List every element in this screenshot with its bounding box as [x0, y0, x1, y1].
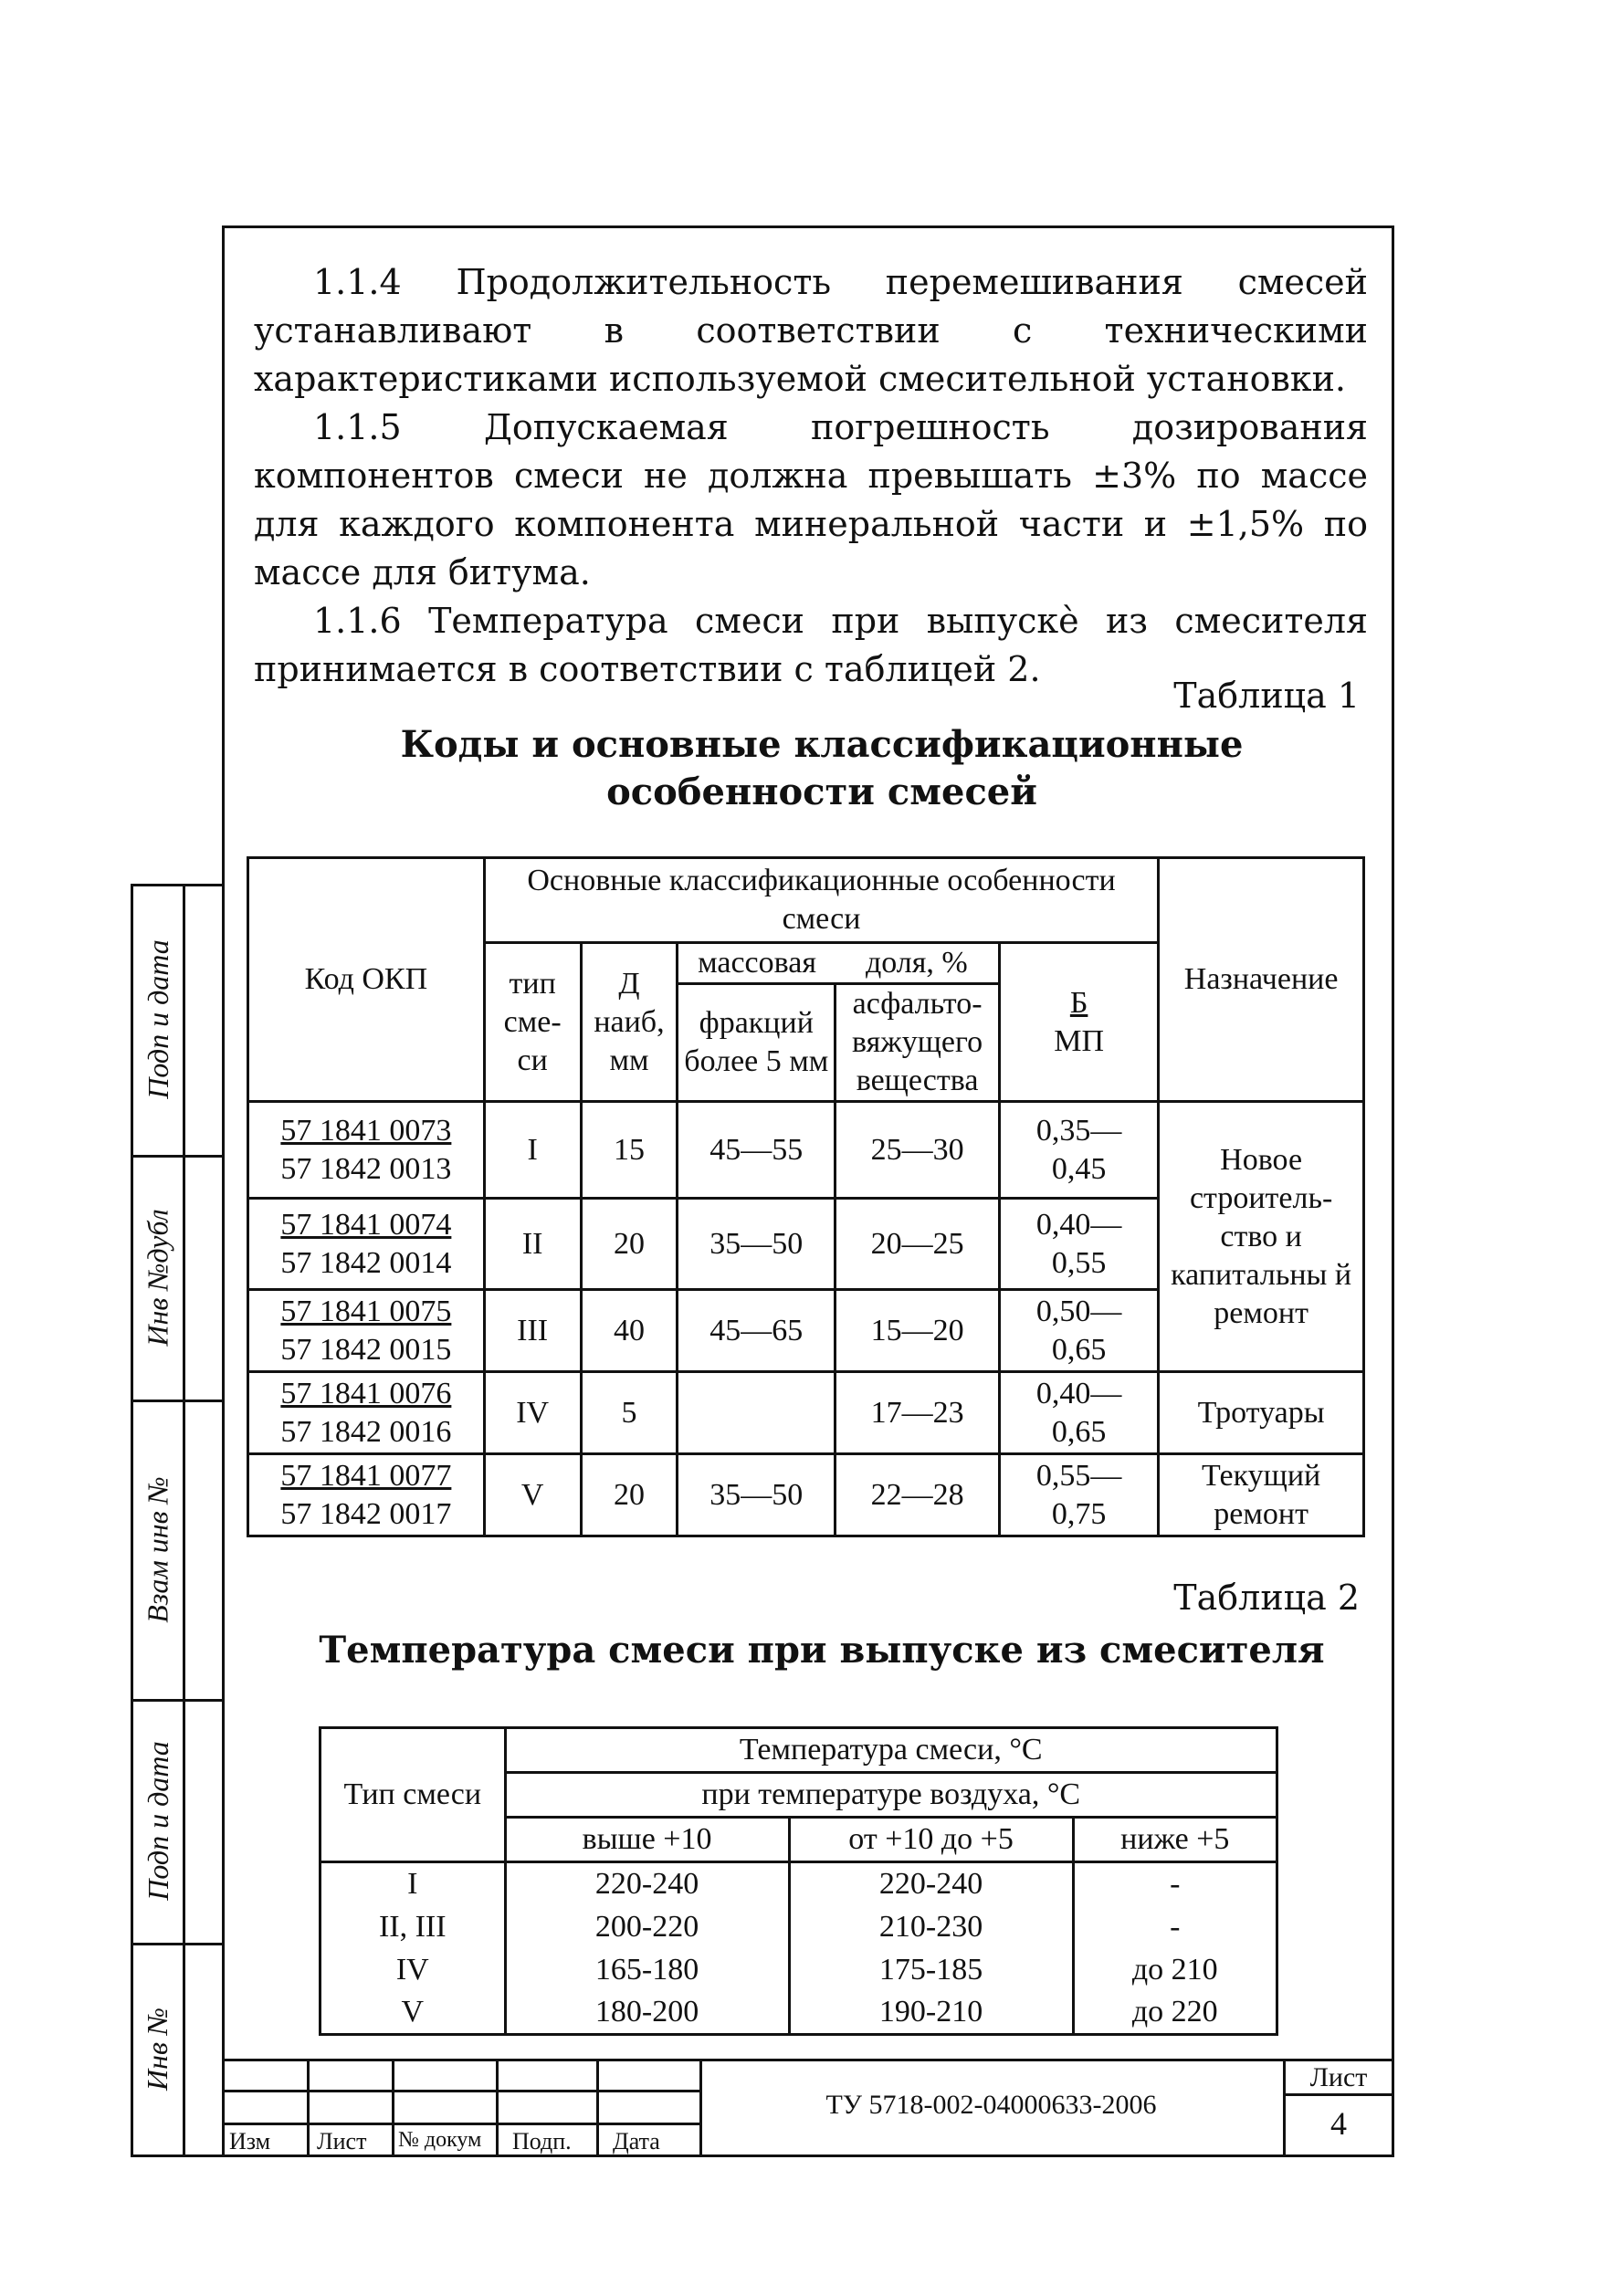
b-value: 0,75	[1051, 1496, 1107, 1531]
stamp-col-doc: № докум	[398, 2128, 482, 2152]
d-cell: 40	[581, 1290, 678, 1372]
header-b-top: Б	[1069, 985, 1088, 1020]
mid-cell: 220-240	[789, 1862, 1073, 1906]
table-row	[321, 1862, 1277, 1906]
fractions-cell: 45—55	[678, 1102, 836, 1199]
above-cell: 200-220	[505, 1905, 789, 1948]
type-cell: I	[321, 1862, 506, 1906]
paragraph: 1.1.6 Температура смеси при выпускѐ из смесителя принимается в соответствии с таблицей 2.	[254, 601, 1368, 689]
sheet-number: 4	[1330, 2105, 1347, 2142]
table1-title-line2: особенности смесей	[606, 771, 1037, 813]
header-d: Д наиб, мм	[581, 943, 678, 1102]
header-fractions: фракций более 5 мм	[678, 984, 836, 1102]
b-value: 0,65	[1051, 1332, 1107, 1367]
table1-caption: Таблица 1	[1173, 676, 1360, 716]
table1-title	[365, 721, 1278, 816]
okp-code: 57 1841 0076	[280, 1376, 452, 1410]
fractions-cell: 35—50	[678, 1199, 836, 1290]
above-cell: 220-240	[505, 1862, 789, 1906]
binder-cell: 15—20	[836, 1290, 1000, 1372]
b-cell	[999, 1102, 1158, 1199]
mid-cell: 210-230	[789, 1905, 1073, 1948]
d-cell: 15	[581, 1102, 678, 1199]
binder-cell: 25—30	[836, 1102, 1000, 1199]
b-value: 0,35—	[1035, 1113, 1122, 1148]
d-cell: 20	[581, 1199, 678, 1290]
b-cell	[999, 1199, 1158, 1290]
table2-title: Температура смеси при выпуске из смесителя	[319, 1629, 1325, 1672]
header-b-bottom: МП	[1054, 1023, 1105, 1058]
below-cell: до 210	[1073, 1948, 1277, 1991]
b-value: 0,55—	[1035, 1458, 1122, 1493]
b-value: 0,65	[1051, 1414, 1107, 1449]
mid-cell: 175-185	[789, 1948, 1073, 1991]
table2-caption: Таблица 2	[1173, 1578, 1360, 1618]
binder-cell: 20—25	[836, 1199, 1000, 1290]
header-below: ниже +5	[1073, 1818, 1277, 1862]
doc-designation: ТУ 5718-002-04000633-2006	[825, 2090, 1157, 2120]
code-cell	[248, 1199, 485, 1290]
b-value: 0,50—	[1035, 1294, 1122, 1328]
header-features: Основные классификационные особенности смеси	[484, 858, 1158, 943]
table-row	[321, 1991, 1277, 2035]
side-stamp	[131, 884, 222, 2157]
header-mid: от +10 до +5	[789, 1818, 1073, 1862]
title-block	[222, 2059, 1394, 2157]
b-value: 0,45	[1051, 1151, 1107, 1186]
side-label-dup-inv: Инв №дубл	[141, 1208, 174, 1347]
above-cell: 180-200	[505, 1991, 789, 2035]
b-cell	[999, 1454, 1158, 1536]
side-label-inv: Инв №	[141, 2007, 174, 2091]
header-binder: асфальто-вяжущего вещества	[836, 984, 1000, 1102]
table-row	[248, 1102, 1364, 1199]
code-cell	[248, 1454, 485, 1536]
stamp-col-date: Дата	[613, 2128, 660, 2154]
okp-code: 57 1842 0014	[280, 1245, 452, 1280]
header-code: Код ОКП	[248, 858, 485, 1102]
b-cell	[999, 1372, 1158, 1454]
header-type: тип сме-си	[484, 943, 581, 1102]
b-value: 0,40—	[1035, 1207, 1122, 1242]
code-cell	[248, 1372, 485, 1454]
type-cell: II	[484, 1199, 581, 1290]
table1-title-line1: Коды и основные классификационные	[400, 723, 1244, 766]
table-row	[321, 1948, 1277, 1991]
paragraph: 1.1.4 Продолжительность перемешивания смесей устанавливают в соответствии с техническими характеристиками используемой смесительной установки.	[254, 262, 1368, 399]
body-text	[254, 258, 1368, 694]
okp-code: 57 1842 0015	[280, 1332, 452, 1367]
b-value: 0,55	[1051, 1245, 1107, 1280]
type-cell: IV	[321, 1948, 506, 1991]
below-cell: -	[1073, 1862, 1277, 1906]
d-cell: 20	[581, 1454, 678, 1536]
okp-code: 57 1841 0073	[280, 1113, 452, 1148]
fractions-cell: 45—65	[678, 1290, 836, 1372]
below-cell: -	[1073, 1905, 1277, 1948]
d-cell: 5	[581, 1372, 678, 1454]
mid-cell: 190-210	[789, 1991, 1073, 2035]
table1	[247, 856, 1365, 1537]
header-mass-right: доля, %	[836, 943, 1000, 984]
code-cell	[248, 1102, 485, 1199]
b-value: 0,40—	[1035, 1376, 1122, 1410]
purpose-cell: Тротуары	[1159, 1372, 1364, 1454]
type-cell: V	[321, 1991, 506, 2035]
header-mix-type: Тип смеси	[321, 1728, 506, 1862]
purpose-cell: Новое строитель-ство и капитальны й ремонт	[1159, 1102, 1364, 1372]
stamp-col-change: Изм	[229, 2128, 271, 2154]
type-cell: I	[484, 1102, 581, 1199]
fractions-cell	[678, 1372, 836, 1454]
table2	[319, 1726, 1278, 2036]
stamp-col-sign: Подп.	[512, 2128, 572, 2154]
header-above: выше +10	[505, 1818, 789, 1862]
type-cell: III	[484, 1290, 581, 1372]
okp-code: 57 1841 0077	[280, 1458, 452, 1493]
okp-code: 57 1842 0016	[280, 1414, 452, 1449]
type-cell: IV	[484, 1372, 581, 1454]
header-b	[999, 943, 1158, 1102]
table-row	[248, 1454, 1364, 1536]
okp-code: 57 1841 0075	[280, 1294, 452, 1328]
table-row	[321, 1905, 1277, 1948]
type-cell: II, III	[321, 1905, 506, 1948]
purpose-cell: Текущий ремонт	[1159, 1454, 1364, 1536]
below-cell: до 220	[1073, 1991, 1277, 2035]
code-cell	[248, 1290, 485, 1372]
fractions-cell: 35—50	[678, 1454, 836, 1536]
side-label-sign-date: Подп и дата	[141, 939, 174, 1099]
header-purpose: Назначение	[1159, 858, 1364, 1102]
type-cell: V	[484, 1454, 581, 1536]
above-cell: 165-180	[505, 1948, 789, 1991]
okp-code: 57 1842 0017	[280, 1496, 452, 1531]
binder-cell: 17—23	[836, 1372, 1000, 1454]
paragraph: 1.1.5 Допускаемая погрешность дозирования компонентов смеси не должна превышать ±3% по массе для каждого компонента минеральной части и ±1,5% по массе для битума.	[254, 407, 1368, 592]
header-mass-left: массовая	[678, 943, 836, 984]
header-temp: Температура смеси, °С	[505, 1728, 1277, 1773]
okp-code: 57 1841 0074	[280, 1207, 452, 1242]
side-label-sign-date-2: Подп и дата	[141, 1741, 174, 1901]
header-air: при температуре воздуха, °С	[505, 1773, 1277, 1818]
side-label-replace-inv: Взам инв №	[141, 1475, 174, 1623]
binder-cell: 22—28	[836, 1454, 1000, 1536]
table-row	[248, 1372, 1364, 1454]
stamp-col-sheet: Лист	[317, 2128, 367, 2154]
sheet-label: Лист	[1309, 2062, 1368, 2092]
okp-code: 57 1842 0013	[280, 1151, 452, 1186]
b-cell	[999, 1290, 1158, 1372]
